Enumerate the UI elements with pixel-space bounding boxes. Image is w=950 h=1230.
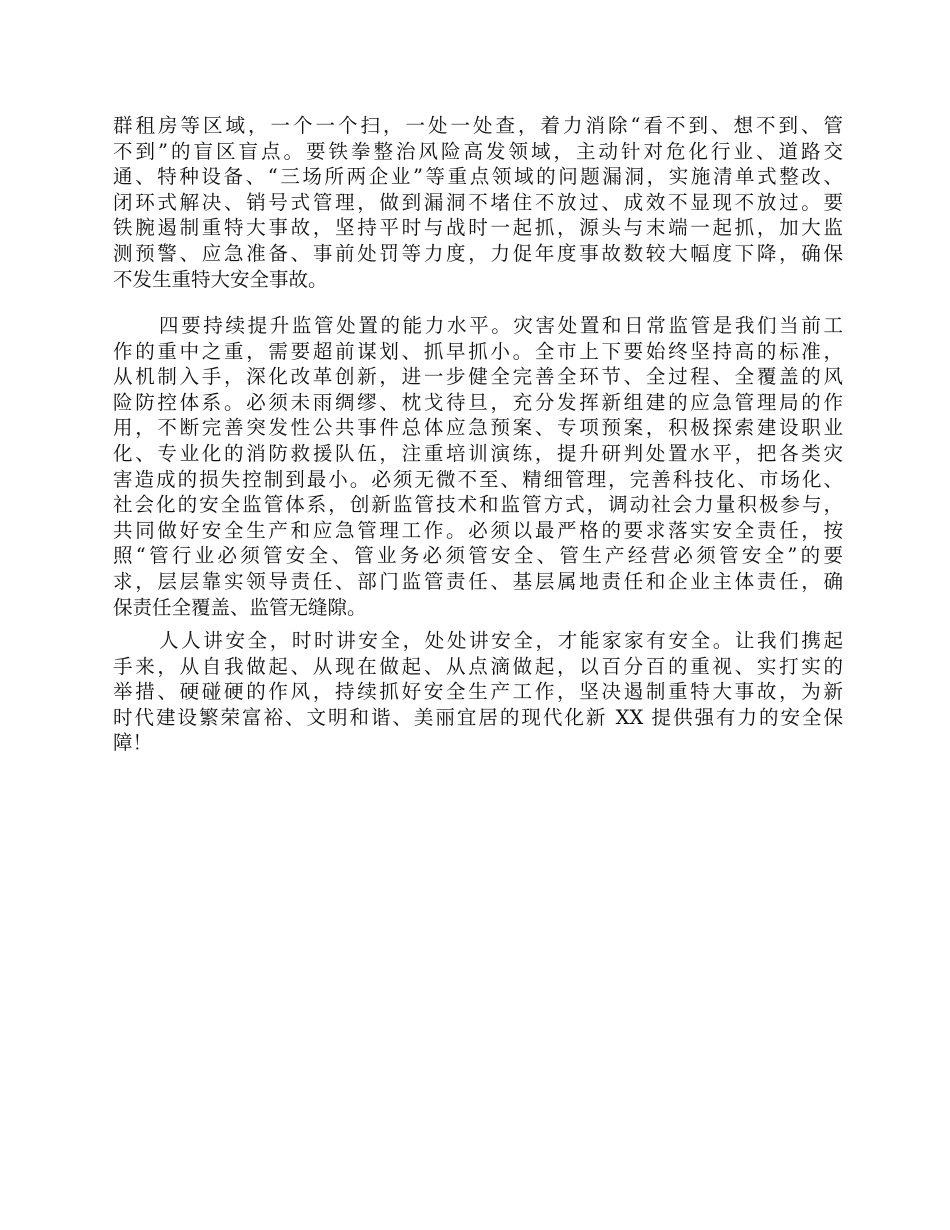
paragraph-line: 照“管行业必须管安全、管业务必须管安全、管生产经营必须管安全”的要 (113, 544, 843, 568)
paragraph-line: 害造成的损失控制到最小。必须无微不至、精细管理，完善科技化、市场化、 (113, 467, 843, 491)
paragraph-line: 求，层层靠实领导责任、部门监管责任、基层属地责任和企业主体责任，确 (113, 569, 843, 593)
paragraph-line: 铁腕遏制重特大事故，坚持平时与战时一起抓，源头与末端一起抓，加大监 (113, 216, 843, 240)
paragraph-line: 手来，从自我做起、从现在做起、从点滴做起，以百分百的重视、实打实的 (113, 654, 843, 678)
paragraph-line: 险防控体系。必须未雨绸缪、枕戈待旦，充分发挥新组建的应急管理局的作 (113, 390, 843, 414)
paragraph-3 (113, 628, 843, 756)
paragraph-line: 社会化的安全监管体系，创新监管技术和监管方式，调动社会力量积极参与， (113, 493, 843, 517)
paragraph-2 (113, 313, 843, 620)
paragraph-line: 测预警、应急准备、事前处罚等力度，力促年度事故数较大幅度下降，确保 (113, 241, 843, 265)
paragraph-line: 从机制入手，深化改革创新，进一步健全完善全环节、全过程、全覆盖的风 (113, 365, 843, 389)
paragraph-line: 群租房等区域，一个一个扫，一处一处查，着力消除“看不到、想不到、管 (113, 114, 843, 137)
paragraph-line: 用，不断完善突发性公共事件总体应急预案、专项预案，积极探索建设职业 (113, 416, 843, 440)
paragraph-line: 四要持续提升监管处置的能力水平。灾害处置和日常监管是我们当前工 (159, 314, 843, 337)
paragraph-1 (113, 113, 843, 292)
paragraph-line: 化、专业化的消防救援队伍，注重培训演练，提升研判处置水平，把各类灾 (113, 441, 843, 465)
paragraph-line: 时代建设繁荣富裕、文明和谐、美丽宜居的现代化新 XX 提供强有力的安全保 (113, 705, 843, 729)
paragraph-line: 共同做好安全生产和应急管理工作。必须以最严格的要求落实安全责任，按 (113, 518, 843, 542)
paragraph-line: 通、特种设备、“三场所两企业”等重点领域的问题漏洞，实施清单式整改、 (113, 165, 843, 189)
paragraph-line: 闭环式解决、销号式管理，做到漏洞不堵住不放过、成效不显现不放过。要 (113, 190, 843, 214)
paragraph-line: 不到”的盲区盲点。要铁拳整治风险高发领域，主动针对危化行业、道路交 (113, 139, 843, 163)
paragraph-line: 作的重中之重，需要超前谋划、抓早抓小。全市上下要始终坚持高的标准， (113, 339, 843, 363)
paragraph-line: 障！ (113, 731, 153, 755)
paragraph-line: 人人讲安全，时时讲安全，处处讲安全，才能家家有安全。让我们携起 (159, 629, 843, 652)
paragraph-line: 保责任全覆盖、监管无缝隙。 (113, 595, 367, 619)
paragraph-line: 不发生重特大安全事故。 (113, 267, 328, 291)
paragraph-line: 举措、硬碰硬的作风，持续抓好安全生产工作，坚决遏制重特大事故，为新 (113, 680, 843, 704)
